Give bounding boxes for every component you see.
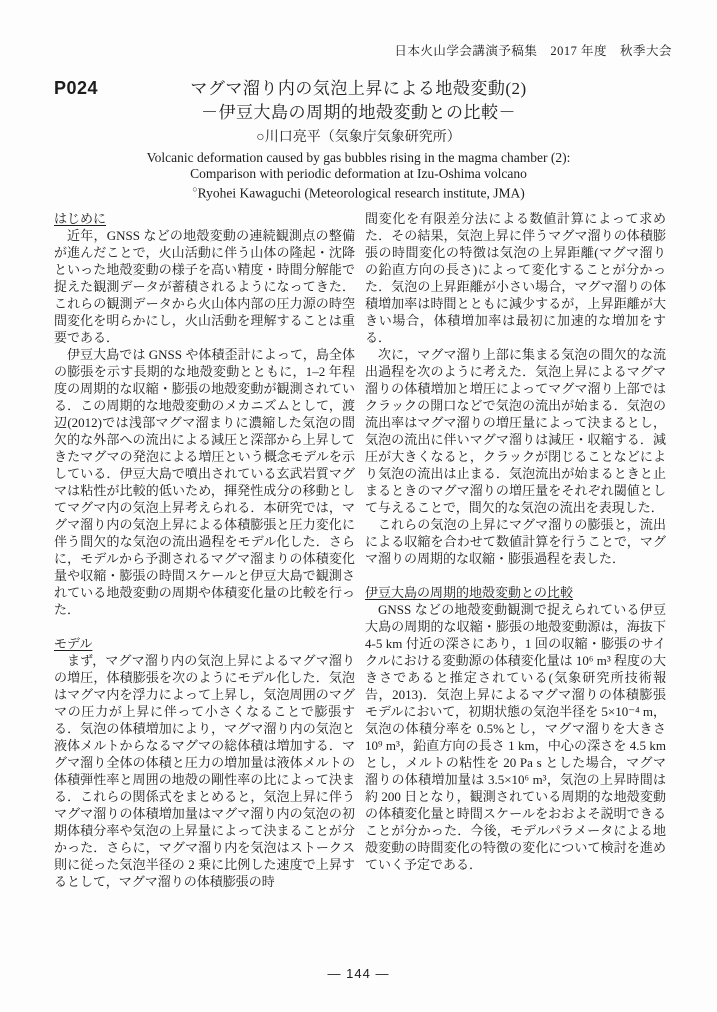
authors-en-text: Ryohei Kawaguchi (Meteorological research institute, JMA) xyxy=(197,185,525,201)
title-en-line2: Comparison with periodic deformation at Izu-Oshima volcano xyxy=(190,165,527,181)
section-heading-model: モデル xyxy=(54,636,93,651)
section-heading-introduction: はじめに xyxy=(54,211,107,226)
page-number: ― 144 ― xyxy=(327,966,390,981)
paragraph: これらの気泡の上昇にマグマ溜りの膨張と，流出による収縮を合わせて数値計算を行うことで，マグマ溜りの周期的な収縮・膨張過程を表した． xyxy=(365,517,666,566)
right-column xyxy=(365,210,666,890)
paragraph-continued: 間変化を有限差分法による数値計算によって求めた．その結果，気泡上昇に伴うマグマ溜りの体積膨張の時間変化の特徴は気泡の上昇距離(マグマ溜りの鉛直方向の長さ)によって変化することが分かった．気泡の上昇距離が小さい場合，マグマ溜りの体積増加率は時間とともに減少するが，上昇距離が大きい場合，体積増加率は最初に加速的な増加をする． xyxy=(365,211,666,345)
authors-jp: ○川口亮平（気象庁気象研究所） xyxy=(256,130,461,145)
paper-number: P024 xyxy=(54,78,99,98)
paragraph: まず，マグマ溜り内の気泡上昇によるマグマ溜りの増圧，体積膨張を次のようにモデル化した．気泡はマグマ内を浮力によって上昇し，気泡周囲のマグマの圧力が上昇に伴って小さくなることで膨張する．気泡の体積増加により，マグマ溜り内の気泡と液体メルトからなるマグマの総体積は増加する．マグマ溜り全体の体積と圧力の増加量は液体メルトの体積弾性率と周囲の地殻の剛性率の比によって決まる．これらの関係式をまとめると，気泡上昇に伴うマグマ溜りの体積増加量はマグマ溜り内の気泡の初期体積分率や気泡の上昇量によって決まることが分かった．さらに，マグマ溜り内を気泡はストークス則に従った気泡半径の 2 乗に比例した速度で上昇するとして，マグマ溜りの体積膨張の時 xyxy=(54,653,355,889)
presenter-mark: ○ xyxy=(192,183,198,194)
title-en-line1: Volcanic deformation caused by gas bubbles rising in the magma chamber (2): xyxy=(146,150,571,165)
authors-en xyxy=(0,182,717,201)
english-title-block xyxy=(0,150,717,201)
paragraph: 次に，マグマ溜り上部に集まる気泡の間欠的な流出過程を次のように考えた．気泡上昇によるマグマ溜りの体積増加と増圧によってマグマ溜り上部ではクラックの開口などで気泡の流出が始まる．気泡の流出率はマグマ溜りの増圧量によって決まるとし，気泡の流出に伴いマグマ溜りは減圧・収縮する．減圧が大きくなると，クラックが閉じることなどにより気泡の流出は止まる．気泡流出が始まるときと止まるときのマグマ溜りの増圧量をそれぞれ閾値として与えることで，間欠的な気泡の流出を表現した． xyxy=(365,347,666,515)
title-jp-line1: マグマ溜り内の気泡上昇による地殻変動(2) xyxy=(190,79,527,98)
paragraph: 伊豆大島では GNSS や体積歪計によって，島全体の膨張を示す長期的な地殻変動とともに，1–2 年程度の周期的な収縮・膨張の地殻変動が観測されている．この周期的な地殻変動のメカニズムとして，渡辺(2012)では浅部マグマ溜まりに濃縮した気泡の間欠的な外部への流出による減圧と深部から上昇してきたマグマの発泡による増圧という概念モデルを示している．伊豆大島で噴出されている玄武岩質マグマは粘性が比較的低いため，揮発性成分の移動としてマグマ内の気泡上昇考えられる．本研究では，マグマ溜り内の気泡上昇による体積膨張と圧力変化に伴う間欠的な気泡の流出過程をモデル化した．さらに，モデルから予測されるマグマ溜まりの体積変化量や収縮・膨張の時間スケールと伊豆大島で観測されている地殻変動の周期や体積変化量の比較を行った． xyxy=(54,347,355,617)
paragraph: 近年，GNSS などの地殻変動の連続観測点の整備が進んだことで，火山活動に伴う山体の隆起・沈降といった地殻変動の様子を高い精度・時間分解能で捉えた観測データが蓄積されるようになってきた．これらの観測データから火山体内部の圧力源の時空間変化を明らかにし，火山活動を理解することは重要である． xyxy=(54,228,355,345)
left-column xyxy=(54,210,355,890)
title-block xyxy=(0,77,717,149)
paragraph: GNSS などの地殻変動観測で捉えられている伊豆大島の周期的な収縮・膨張の地殻変動源は，海抜下 4-5 km 付近の深さにあり，1 回の収縮・膨張のサイクルにおける変動源の体積変化量は 10⁶ m³ 程度の大きさであると推定されている(気象研究所技術報告，2013)．気泡上昇によるマグマ溜りの体積膨張モデルにおいて，初期状態の気泡半径を 5×10⁻⁴ m，気泡の体積分率を 0.5%とし，マグマ溜りを大きさ 10⁹ m³，鉛直方向の長さ 1 km，中心の深さを 4.5 km とし，メルトの粘性を 20 Pa s とした場合，マグマ溜りの体積増加量は 3.5×10⁶ m³，気泡の上昇時間は約 200 日となり，観測されている周期的な地殻変動の体積変化量と時間スケールをおおよそ説明できることが分かった．今後，モデルパラメータによる地殻変動の時間変化の特徴の変化について検討を進めていく予定である． xyxy=(365,602,666,872)
title-jp-line2: －伊豆大島の周期的地殻変動との比較－ xyxy=(201,103,516,122)
section-heading-comparison: 伊豆大島の周期的地殻変動との比較 xyxy=(365,585,574,600)
proceedings-header: 日本火山学会講演予稿集 2017 年度 秋季大会 xyxy=(394,44,672,58)
body-columns xyxy=(54,210,666,890)
